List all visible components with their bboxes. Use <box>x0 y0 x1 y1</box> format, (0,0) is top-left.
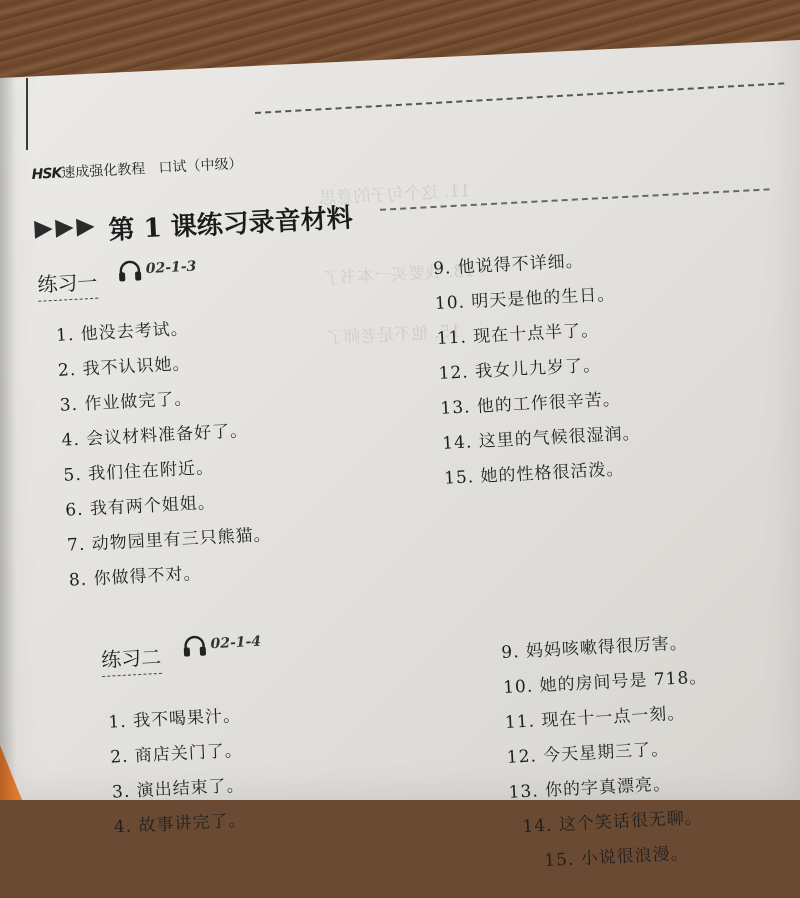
exercise2-item: 2. 商店关门了。 <box>109 740 244 768</box>
exercise1-item: 15. 她的性格很活泼。 <box>443 459 625 489</box>
bleed-through-text: 15. 他不是老师了 <box>326 321 462 349</box>
exercise1-item: 3. 作业做完了。 <box>59 388 193 416</box>
exercise2-item: 13. 你的字真漂亮。 <box>508 774 672 803</box>
exercise2-item: 10. 她的房间号是 718。 <box>502 667 708 698</box>
exercise2-item: 12. 今天星期三了。 <box>506 739 670 768</box>
exercise1-item: 11. 现在十点半了。 <box>436 320 600 349</box>
exercise2-audio-code: 02-1-4 <box>210 633 262 653</box>
exercise2-item: 4. 故事讲完了。 <box>113 810 247 838</box>
book-header <box>31 153 243 184</box>
bleed-through-text: 11. 这个句子的意思 <box>318 181 472 209</box>
exercise2-item: 3. 演出结束了。 <box>111 775 246 803</box>
exercise2-item: 15. 小说很浪漫。 <box>543 843 690 872</box>
exercise1-item: 5. 我们住在附近。 <box>62 457 215 486</box>
exercise1-item: 4. 会议材料准备好了。 <box>61 421 249 451</box>
lesson-title: 第 1 课练习录音材料 <box>107 203 354 246</box>
exercise1-item: 1. 他没去考试。 <box>55 318 190 346</box>
book-title: 速成强化教程 <box>60 161 146 182</box>
exercise1-item: 12. 我女儿九岁了。 <box>438 355 602 384</box>
hsk-logo: HSK <box>31 165 62 183</box>
exercise1-item: 13. 他的工作很辛苦。 <box>439 389 622 419</box>
exercise1-audio-code: 02-1-3 <box>145 258 197 278</box>
exercise1-label: 练习一 <box>37 266 99 302</box>
bleed-through-text: 13. 我要买一本书了 <box>323 260 476 289</box>
exercise2-item: 14. 这个笑话很无聊。 <box>522 807 704 838</box>
exercise1-item: 6. 我有两个姐姐。 <box>64 492 217 521</box>
headphones-icon[interactable] <box>182 634 207 657</box>
exercise2-item: 1. 我不喝果汁。 <box>107 705 242 733</box>
exercise1-item: 7. 动物园里有三只熊猫。 <box>66 524 273 556</box>
exercise1-item: 10. 明天是他的生日。 <box>434 284 616 315</box>
exercise1-item: 8. 你做得不对。 <box>68 563 202 591</box>
exercise1-item: 14. 这里的气候很湿润。 <box>441 423 642 454</box>
arrow-icons <box>34 218 95 239</box>
exercise1-item: 2. 我不认识她。 <box>57 353 191 381</box>
exercise2-label: 练习二 <box>100 641 162 677</box>
exercise2-item: 9. 妈妈咳嗽得很厉害。 <box>500 633 689 664</box>
headphones-icon[interactable] <box>117 259 142 282</box>
book-subtitle: 口试（中级） <box>158 155 243 177</box>
exercise2-item: 11. 现在十一点一刻。 <box>504 703 686 733</box>
exercise1-item: 9. 他说得不详细。 <box>432 251 585 280</box>
